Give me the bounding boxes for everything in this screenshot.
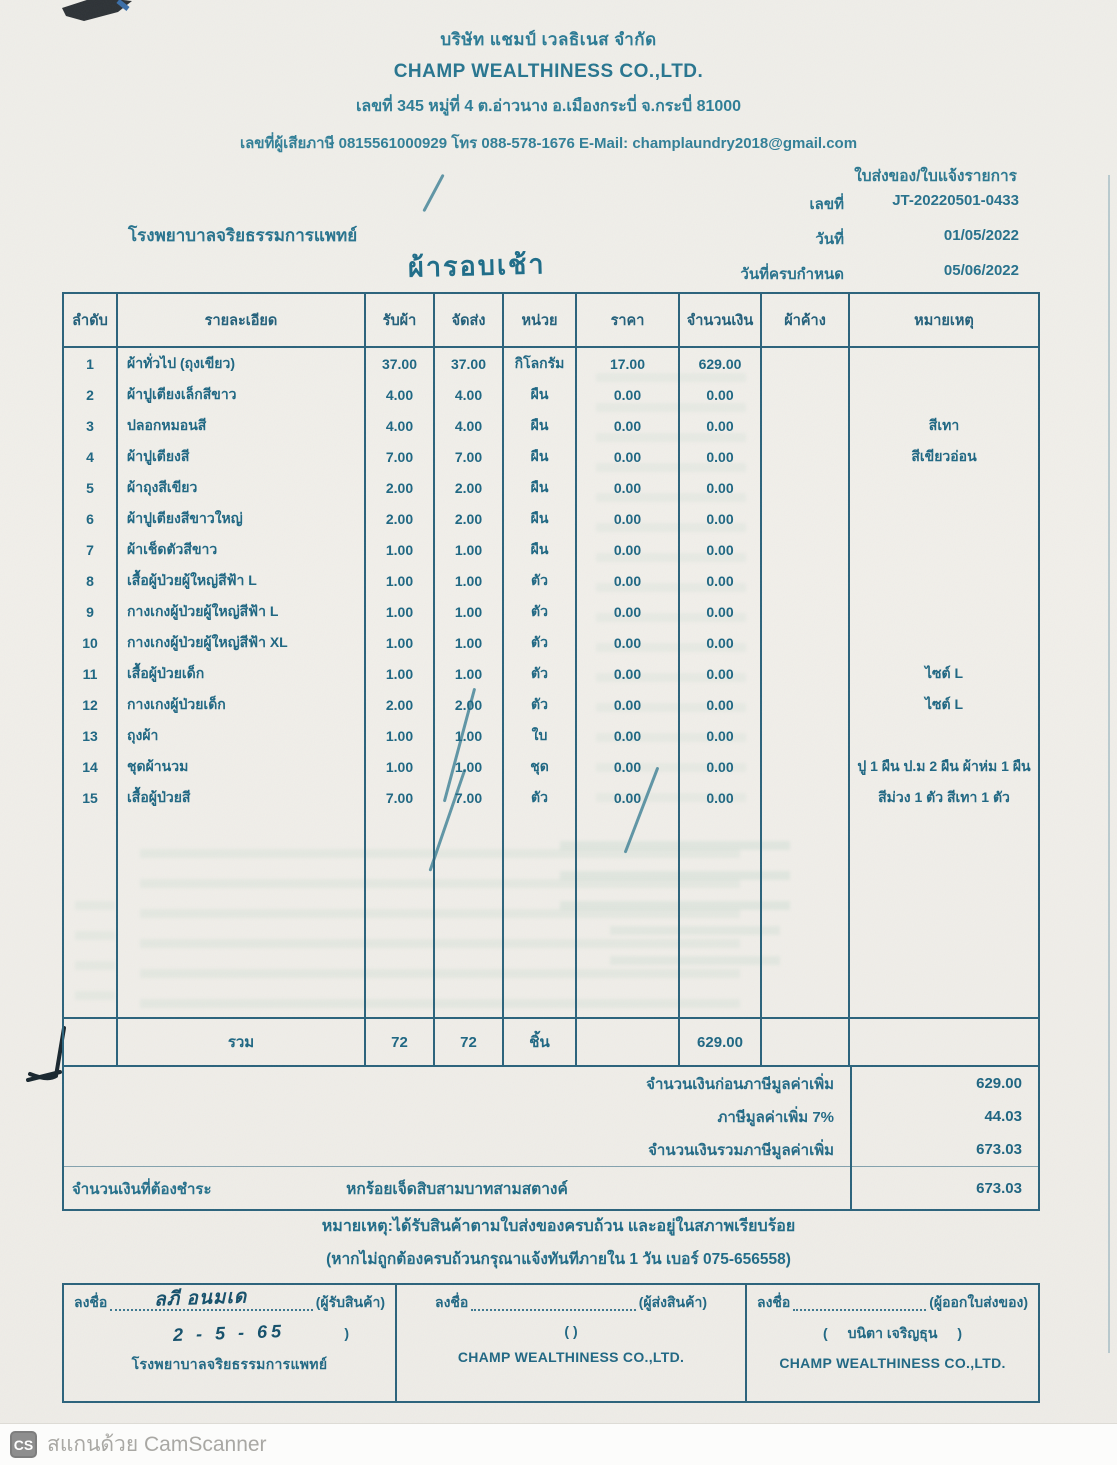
row-remark: สีม่วง 1 ตัว สีเทา 1 ตัว (878, 788, 1010, 805)
table-empty-area (64, 813, 1038, 1017)
table-header-cell: รับผ้า (366, 294, 435, 346)
row-no: 7 (64, 534, 118, 565)
row-no: 3 (64, 410, 118, 441)
row-remark (850, 596, 1038, 627)
company-name-thai: บริษัท แชมป์ เวลธิเนส จำกัด (440, 30, 657, 49)
row-description: กางเกงผู้ป่วยผู้ใหญ่สีฟ้า L (118, 596, 366, 627)
row-description: กางเกงผู้ป่วยผู้ใหญ่สีฟ้า XL (118, 627, 366, 658)
row-pending (762, 472, 850, 503)
row-remark: สีเขียวอ่อน (911, 447, 977, 464)
notes-section (60, 1214, 1057, 1271)
note-line-2: (หากไม่ถูกต้องครบถ้วนกรุณาแจ้งทันทีภายใน 1 วัน เบอร์ 075-656558) (326, 1251, 791, 1268)
total-price (577, 1019, 680, 1065)
row-received: 4.00 (366, 410, 435, 441)
row-description: ผ้าปูเตียงสีขาวใหญ่ (118, 503, 366, 534)
total-unit: ชิ้น (504, 1019, 577, 1065)
issuer-sign-dots (793, 1295, 926, 1311)
row-unit: กิโลกรัม (504, 348, 577, 379)
row-remark (850, 534, 1038, 565)
summary-vat-value: 44.03 (984, 1108, 1022, 1125)
row-amount: 0.00 (680, 596, 762, 627)
row-description: ถุงผ้า (118, 720, 366, 751)
row-description: เสื้อผู้ป่วยเด็ก (118, 658, 366, 689)
row-delivered: 1.00 (435, 627, 504, 658)
row-pending (762, 410, 850, 441)
summary-vat-label: ภาษีมูลค่าเพิ่ม 7% (717, 1108, 834, 1126)
summary-grand-total-label: จำนวนเงินรวมภาษีมูลค่าเพิ่ม (648, 1141, 834, 1159)
handwritten-checkmark (30, 1028, 64, 1078)
row-received: 37.00 (366, 348, 435, 379)
invoice-table (62, 292, 1040, 1211)
row-amount: 0.00 (680, 472, 762, 503)
signature-box-issuer (747, 1285, 1038, 1401)
row-received: 1.00 (366, 627, 435, 658)
signature-box-receiver (64, 1285, 397, 1401)
row-received: 2.00 (366, 503, 435, 534)
receiver-handwritten-date: 2 - 5 - 65 (173, 1321, 286, 1345)
sender-sign-label: ลงชื่อ (435, 1294, 469, 1310)
summary-subtotal-value: 629.00 (976, 1075, 1022, 1092)
camscanner-footer-text: สแกนด้วย CamScanner (47, 1433, 267, 1456)
row-no: 6 (64, 503, 118, 534)
row-remark (850, 348, 1038, 379)
row-delivered: 1.00 (435, 751, 504, 782)
sender-organization: CHAMP WEALTHINESS CO.,LTD. (457, 1349, 685, 1365)
document-type-title: ใบส่งของ/ใบแจ้งรายการ (854, 168, 1017, 185)
doc-due-label: วันที่ครบกำหนด (740, 266, 844, 283)
amount-due-value: 673.03 (976, 1180, 1022, 1197)
row-amount: 629.00 (680, 348, 762, 379)
row-remark (850, 472, 1038, 503)
doc-due-value: 05/06/2022 (943, 262, 1019, 279)
row-received: 7.00 (366, 782, 435, 813)
summary-row-vat (64, 1100, 1038, 1133)
table-header-cell: ลำดับ (64, 294, 118, 346)
table-header-cell: จำนวนเงิน (680, 294, 762, 346)
row-description: ชุดผ้านวม (118, 751, 366, 782)
row-amount: 0.00 (680, 627, 762, 658)
company-tax-contact: เลขที่ผู้เสียภาษี 0815561000929 โทร 088-578-1676 E-Mail: champlaundry2018@gmail.com (239, 135, 858, 152)
row-delivered: 1.00 (435, 596, 504, 627)
issuer-sign-label: ลงชื่อ (757, 1294, 791, 1310)
total-cell-no (64, 1019, 118, 1065)
row-remark: สีเทา (928, 416, 960, 433)
row-description: ผ้าปูเตียงสี (118, 441, 366, 472)
row-delivered: 1.00 (435, 565, 504, 596)
row-no: 8 (64, 565, 118, 596)
company-name-english: CHAMP WEALTHINESS CO.,LTD. (393, 61, 704, 82)
row-unit: ตัว (504, 658, 577, 689)
receiver-sign-label: ลงชื่อ (74, 1294, 108, 1310)
row-amount: 0.00 (680, 751, 762, 782)
row-description: เสื้อผู้ป่วยผู้ใหญ่สีฟ้า L (118, 565, 366, 596)
doc-number-value: JT-20220501-0433 (892, 192, 1019, 209)
customer-name: โรงพยาบาลจริยธรรมการแพทย์ (128, 226, 358, 245)
empty-column-cell (366, 813, 435, 1017)
corner-scribble-mark (62, 0, 132, 21)
document-meta (659, 192, 1019, 297)
row-remark (850, 565, 1038, 596)
signature-section (62, 1283, 1040, 1403)
row-description: ผ้าทั่วไป (ถุงเขียว) (118, 348, 366, 379)
handwritten-batch-title: ผ้ารอบเช้า (407, 249, 546, 283)
row-amount: 0.00 (680, 410, 762, 441)
row-remark: ไซต์ L (924, 695, 964, 712)
amount-due-label: จำนวนเงินที่ต้องชำระ (72, 1181, 212, 1198)
summary-subtotal-label: จำนวนเงินก่อนภาษีมูลค่าเพิ่ม (646, 1075, 834, 1093)
row-pending (762, 503, 850, 534)
row-price: 0.00 (577, 720, 680, 751)
row-pending (762, 627, 850, 658)
row-description: ปลอกหมอนสี (118, 410, 366, 441)
signature-box-sender (397, 1285, 747, 1401)
row-price: 0.00 (577, 534, 680, 565)
row-description: เสื้อผู้ป่วยสี (118, 782, 366, 813)
row-no: 14 (64, 751, 118, 782)
summary-row-amount-due (64, 1166, 1038, 1210)
summary-grand-total-value: 673.03 (976, 1141, 1022, 1158)
row-delivered: 4.00 (435, 410, 504, 441)
company-address: เลขที่ 345 หมู่ที่ 4 ต.อ่าวนาง อ.เมืองกระบี่ จ.กระบี่ 81000 (355, 98, 742, 115)
sender-sign-line (407, 1292, 735, 1314)
doc-date-row (659, 227, 1019, 251)
issuer-sign-line (757, 1292, 1028, 1314)
row-price: 0.00 (577, 751, 680, 782)
corner-blue-mark (118, 1, 128, 9)
empty-column-cell (504, 813, 577, 1017)
row-no: 11 (64, 658, 118, 689)
row-delivered: 37.00 (435, 348, 504, 379)
row-received: 4.00 (366, 379, 435, 410)
row-remark: ปู 1 ผืน ป.ม 2 ผืน ผ้าห่ม 1 ผืน (857, 757, 1031, 774)
table-body (64, 348, 1038, 813)
row-unit: ตัว (504, 596, 577, 627)
row-remark (850, 720, 1038, 751)
doc-date-value: 01/05/2022 (943, 227, 1019, 244)
row-pending (762, 658, 850, 689)
row-amount: 0.00 (680, 782, 762, 813)
row-delivered: 1.00 (435, 658, 504, 689)
doc-number-label: เลขที่ (809, 196, 844, 213)
row-delivered: 7.00 (435, 441, 504, 472)
row-unit: ผืน (504, 503, 577, 534)
receiver-handwritten-signature: ลภี อนมเด (154, 1286, 248, 1311)
camscanner-footer (0, 1423, 1117, 1465)
summary-row-subtotal (64, 1067, 1038, 1100)
sender-role-label: (ผู้ส่งสินค้า) (638, 1294, 707, 1310)
row-amount: 0.00 (680, 565, 762, 596)
scan-edge-artifact (1108, 175, 1110, 1353)
doc-due-row (659, 262, 1019, 286)
row-no: 5 (64, 472, 118, 503)
row-price: 0.00 (577, 627, 680, 658)
row-received: 2.00 (366, 472, 435, 503)
row-remark (850, 379, 1038, 410)
row-price: 0.00 (577, 565, 680, 596)
row-price: 0.00 (577, 689, 680, 720)
row-pending (762, 441, 850, 472)
row-pending (762, 782, 850, 813)
row-description: ผ้าเช็ดตัวสีขาว (118, 534, 366, 565)
row-delivered: 4.00 (435, 379, 504, 410)
row-unit: ตัว (504, 782, 577, 813)
row-pending (762, 720, 850, 751)
row-amount: 0.00 (680, 689, 762, 720)
table-header-cell: ราคา (577, 294, 680, 346)
sender-paren-line: ( ) (564, 1323, 578, 1339)
table-header-cell: หน่วย (504, 294, 577, 346)
row-amount: 0.00 (680, 658, 762, 689)
row-no: 15 (64, 782, 118, 813)
row-pending (762, 596, 850, 627)
issuer-paren-open: ( (823, 1325, 828, 1341)
handwritten-checkmark-base (28, 1072, 60, 1080)
row-no: 2 (64, 379, 118, 410)
row-received: 7.00 (366, 441, 435, 472)
row-received: 1.00 (366, 658, 435, 689)
row-unit: ผืน (504, 379, 577, 410)
issuer-paren-close: ) (957, 1325, 962, 1341)
row-delivered: 1.00 (435, 720, 504, 751)
row-description: ผ้าถุงสีเขียว (118, 472, 366, 503)
row-price: 0.00 (577, 441, 680, 472)
total-received: 72 (366, 1019, 435, 1065)
empty-column-cell (762, 813, 850, 1017)
row-delivered: 2.00 (435, 503, 504, 534)
empty-column-cell (577, 813, 680, 1017)
issuer-role-label: (ผู้ออกใบส่งของ) (929, 1294, 1028, 1310)
row-received: 1.00 (366, 534, 435, 565)
row-price: 0.00 (577, 503, 680, 534)
row-unit: ตัว (504, 565, 577, 596)
pen-stroke (422, 174, 444, 212)
table-total-row (64, 1017, 1038, 1065)
empty-column-cell (64, 813, 118, 1017)
note-line-1: หมายเหตุ:ได้รับสินค้าตามใบส่งของครบถ้วน และอยู่ในสภาพเรียบร้อย (321, 1218, 796, 1235)
doc-date-label: วันที่ (815, 231, 844, 248)
row-pending (762, 348, 850, 379)
table-header-cell: รายละเอียด (118, 294, 366, 346)
row-delivered: 7.00 (435, 782, 504, 813)
row-unit: ใบ (504, 720, 577, 751)
total-pending (762, 1019, 850, 1065)
row-no: 9 (64, 596, 118, 627)
row-remark: ไซต์ L (924, 664, 964, 681)
empty-column-cell (680, 813, 762, 1017)
row-amount: 0.00 (680, 503, 762, 534)
row-pending (762, 565, 850, 596)
row-price: 0.00 (577, 472, 680, 503)
row-amount: 0.00 (680, 720, 762, 751)
empty-column-cell (118, 813, 366, 1017)
row-amount: 0.00 (680, 441, 762, 472)
camscanner-logo-icon: CS (10, 1431, 37, 1458)
row-received: 1.00 (366, 751, 435, 782)
issuer-printed-name: บนิตา เจริญธุน (847, 1325, 938, 1341)
amount-in-words: หกร้อยเจ็ดสิบสามบาทสามสตางค์ (346, 1181, 568, 1198)
row-delivered: 2.00 (435, 689, 504, 720)
row-received: 2.00 (366, 689, 435, 720)
row-unit: ชุด (504, 751, 577, 782)
row-remark (850, 627, 1038, 658)
row-description: ผ้าปูเตียงเล็กสีขาว (118, 379, 366, 410)
receiver-sign-dots (110, 1286, 312, 1311)
doc-number-row (659, 192, 1019, 216)
issuer-name-line (757, 1323, 1028, 1345)
table-header-cell: หมายเหตุ (914, 312, 974, 329)
row-received: 1.00 (366, 720, 435, 751)
row-no: 4 (64, 441, 118, 472)
row-unit: ผืน (504, 410, 577, 441)
row-price: 0.00 (577, 782, 680, 813)
row-received: 1.00 (366, 596, 435, 627)
row-price: 17.00 (577, 348, 680, 379)
receiver-date-line (74, 1323, 385, 1344)
sender-sign-dots (471, 1295, 635, 1311)
summary-row-grand-total (64, 1133, 1038, 1166)
issuer-organization: CHAMP WEALTHINESS CO.,LTD. (779, 1355, 1006, 1371)
table-header-cell: จัดส่ง (435, 294, 504, 346)
receiver-paren-close: ) (344, 1325, 349, 1341)
table-header-cell: ผ้าค้าง (762, 294, 850, 346)
receiver-role-label: (ผู้รับสินค้า) (315, 1294, 385, 1310)
empty-column-cell (435, 813, 504, 1017)
table-header-row (64, 294, 1038, 348)
row-pending (762, 379, 850, 410)
row-amount: 0.00 (680, 379, 762, 410)
total-label: รวม (118, 1019, 366, 1065)
total-remark (850, 1019, 1038, 1065)
row-unit: ผืน (504, 534, 577, 565)
company-header (60, 26, 1037, 155)
row-unit: ผืน (504, 472, 577, 503)
row-unit: ตัว (504, 627, 577, 658)
total-delivered: 72 (435, 1019, 504, 1065)
row-delivered: 2.00 (435, 472, 504, 503)
row-price: 0.00 (577, 658, 680, 689)
total-amount: 629.00 (680, 1019, 762, 1065)
row-amount: 0.00 (680, 534, 762, 565)
row-no: 13 (64, 720, 118, 751)
row-description: กางเกงผู้ป่วยเด็ก (118, 689, 366, 720)
row-price: 0.00 (577, 596, 680, 627)
row-pending (762, 689, 850, 720)
row-price: 0.00 (577, 410, 680, 441)
row-delivered: 1.00 (435, 534, 504, 565)
summary-section (64, 1065, 1038, 1209)
receiver-sign-line (74, 1286, 385, 1314)
row-price: 0.00 (577, 379, 680, 410)
row-remark (850, 503, 1038, 534)
empty-column-cell (850, 813, 1038, 1017)
row-unit: ตัว (504, 689, 577, 720)
row-no: 1 (64, 348, 118, 379)
row-pending (762, 534, 850, 565)
row-no: 12 (64, 689, 118, 720)
row-unit: ผืน (504, 441, 577, 472)
row-received: 1.00 (366, 565, 435, 596)
row-no: 10 (64, 627, 118, 658)
row-pending (762, 751, 850, 782)
receiver-organization: โรงพยาบาลจริยธรรมการแพทย์ (131, 1356, 328, 1372)
